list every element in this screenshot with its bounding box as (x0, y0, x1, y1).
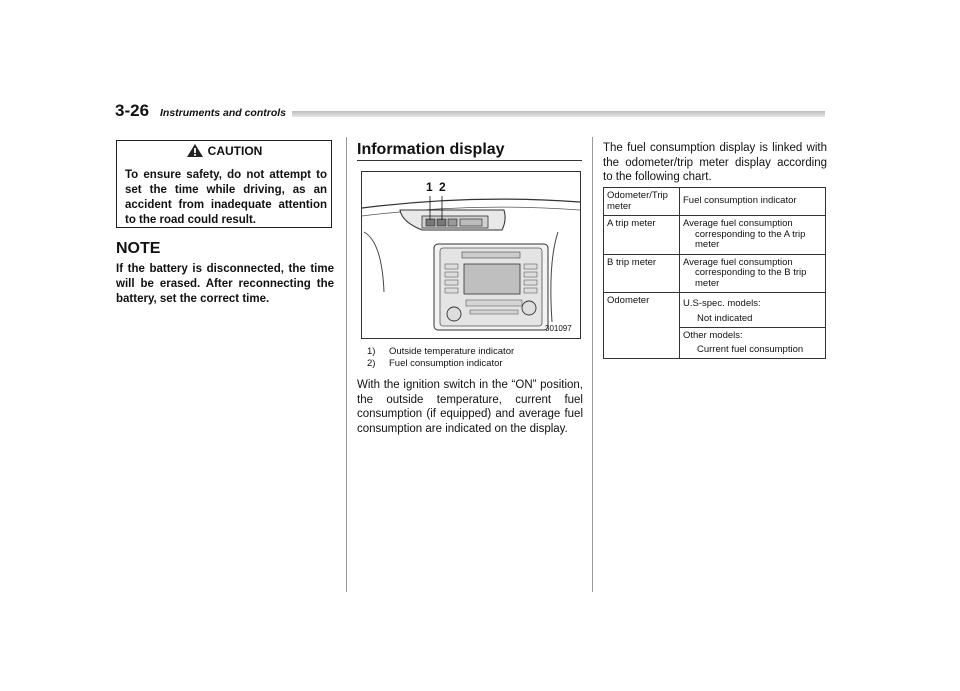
table-header-cell: Fuel consumption indicator (680, 188, 826, 216)
table-cell: Average fuel consumption corresponding to the A trip meter (680, 216, 826, 255)
dashboard-illustration (362, 172, 580, 338)
caution-box (116, 140, 332, 228)
table-cell: U.S-spec. models: Not indicated (680, 293, 826, 328)
section-title: Instruments and controls (160, 107, 287, 119)
fuel-intro-paragraph: The fuel consumption display is linked with the odometer/trip meter display according to the following chart. (603, 142, 827, 183)
column-divider (592, 137, 593, 592)
figure-code: 301097 (545, 324, 572, 333)
caution-heading-text: CAUTION (207, 144, 263, 158)
table-header-cell: Odometer/Trip meter (604, 188, 680, 216)
fuel-consumption-table (603, 187, 826, 359)
table-cell: Odometer (604, 293, 680, 359)
caution-text: To ensure safety, do not attempt to set the time while driving, as an accident from inadequate attention to the road could result. (125, 169, 327, 226)
legend-item: 2) Fuel consumption indicator (367, 358, 503, 369)
table-cell: Average fuel consumption corresponding to the B trip meter (680, 254, 826, 293)
table-row (604, 254, 826, 293)
warning-triangle-icon (186, 143, 204, 158)
page-number: 3-26 (115, 101, 150, 120)
callout-label: 2 (439, 180, 446, 194)
note-heading: NOTE (116, 240, 161, 257)
figure-legend (363, 346, 514, 370)
table-cell: B trip meter (604, 254, 680, 293)
table-cell: Other models: Current fuel consumption (680, 328, 826, 359)
table-cell: A trip meter (604, 216, 680, 255)
info-paragraph: With the ignition switch in the “ON” position, the outside temperature, current fuel consumption (if equipped) and average fuel consumption are indicated on the display. (357, 379, 583, 435)
column-divider (346, 137, 347, 592)
callout-label: 1 (426, 180, 433, 194)
header-rule (292, 111, 825, 117)
note-text: If the battery is disconnected, the time will be erased. After reconnecting the battery, set the correct time. (116, 263, 334, 305)
section-heading: Information display (357, 141, 505, 158)
table-row (604, 293, 826, 328)
caution-heading (117, 143, 331, 158)
table-row (604, 216, 826, 255)
dashboard-figure (361, 171, 581, 339)
table-header-row (604, 188, 826, 216)
heading-rule (357, 160, 582, 161)
legend-item: 1) Outside temperature indicator (367, 346, 515, 357)
